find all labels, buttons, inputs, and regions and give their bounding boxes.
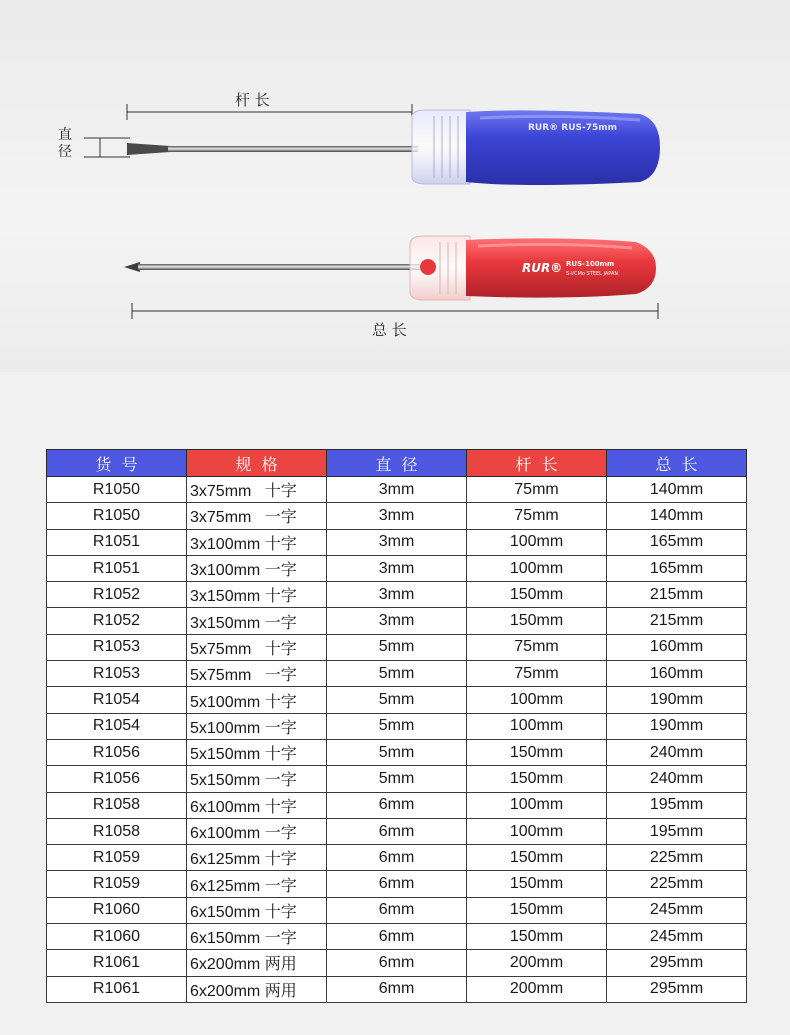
cell-code: R1054 bbox=[47, 687, 187, 713]
cell-spec: 3x75mm 十字 bbox=[187, 477, 327, 503]
cell-code: R1053 bbox=[47, 661, 187, 687]
cell-rod-length: 150mm bbox=[467, 871, 607, 897]
red-handle-model: RUS-100mm bbox=[566, 260, 615, 268]
slotted-screwdriver bbox=[127, 110, 660, 185]
cell-diameter: 5mm bbox=[327, 634, 467, 660]
cell-diameter: 5mm bbox=[327, 661, 467, 687]
cell-total-length: 225mm bbox=[607, 871, 747, 897]
cell-spec: 5x100mm 十字 bbox=[187, 687, 327, 713]
cell-total-length: 190mm bbox=[607, 687, 747, 713]
cell-rod-length: 75mm bbox=[467, 477, 607, 503]
cell-diameter: 6mm bbox=[327, 950, 467, 976]
red-handle-brand: RUR® bbox=[522, 261, 563, 275]
cell-diameter: 3mm bbox=[327, 555, 467, 581]
cell-diameter: 6mm bbox=[327, 897, 467, 923]
cell-rod-length: 75mm bbox=[467, 634, 607, 660]
diameter-label: 直径 bbox=[58, 127, 72, 160]
cell-spec: 6x125mm 一字 bbox=[187, 871, 327, 897]
table-row bbox=[47, 897, 747, 923]
cell-diameter: 6mm bbox=[327, 792, 467, 818]
spec-table bbox=[46, 449, 747, 1003]
table-row bbox=[47, 792, 747, 818]
cell-total-length: 240mm bbox=[607, 739, 747, 765]
table-row bbox=[47, 555, 747, 581]
cell-spec: 5x150mm 一字 bbox=[187, 766, 327, 792]
header-diameter: 直 径 bbox=[327, 450, 467, 477]
table-row bbox=[47, 950, 747, 976]
cell-code: R1054 bbox=[47, 713, 187, 739]
cell-code: R1058 bbox=[47, 792, 187, 818]
cell-total-length: 245mm bbox=[607, 924, 747, 950]
cell-total-length: 160mm bbox=[607, 634, 747, 660]
table-row bbox=[47, 818, 747, 844]
cell-total-length: 165mm bbox=[607, 529, 747, 555]
cell-code: R1061 bbox=[47, 976, 187, 1002]
cell-rod-length: 100mm bbox=[467, 529, 607, 555]
cell-spec: 3x75mm 一字 bbox=[187, 503, 327, 529]
cell-diameter: 6mm bbox=[327, 871, 467, 897]
header-spec: 规 格 bbox=[187, 450, 327, 477]
header-rod-length: 杆 长 bbox=[467, 450, 607, 477]
table-row bbox=[47, 582, 747, 608]
cell-total-length: 140mm bbox=[607, 503, 747, 529]
cell-spec: 6x200mm 两用 bbox=[187, 950, 327, 976]
cell-spec: 5x150mm 十字 bbox=[187, 739, 327, 765]
cell-rod-length: 150mm bbox=[467, 582, 607, 608]
cell-total-length: 140mm bbox=[607, 477, 747, 503]
header-total-length: 总 长 bbox=[607, 450, 747, 477]
cell-total-length: 215mm bbox=[607, 608, 747, 634]
cell-total-length: 195mm bbox=[607, 792, 747, 818]
cell-rod-length: 100mm bbox=[467, 818, 607, 844]
cell-code: R1051 bbox=[47, 529, 187, 555]
cell-total-length: 160mm bbox=[607, 661, 747, 687]
cell-spec: 5x75mm 一字 bbox=[187, 661, 327, 687]
cell-code: R1060 bbox=[47, 897, 187, 923]
cell-diameter: 6mm bbox=[327, 818, 467, 844]
cell-total-length: 225mm bbox=[607, 845, 747, 871]
cell-code: R1053 bbox=[47, 634, 187, 660]
screwdrivers-illustration bbox=[0, 0, 790, 372]
cell-code: R1058 bbox=[47, 818, 187, 844]
table-row bbox=[47, 739, 747, 765]
rod-length-label: 杆 长 bbox=[235, 91, 270, 109]
cell-diameter: 5mm bbox=[327, 739, 467, 765]
cell-rod-length: 200mm bbox=[467, 950, 607, 976]
cell-spec: 5x75mm 十字 bbox=[187, 634, 327, 660]
red-handle-sub: S-VCMo STEEL JAPAN bbox=[566, 271, 619, 277]
cell-code: R1059 bbox=[47, 845, 187, 871]
cell-diameter: 3mm bbox=[327, 529, 467, 555]
cell-code: R1052 bbox=[47, 582, 187, 608]
total-length-label: 总 长 bbox=[372, 321, 407, 339]
cell-code: R1061 bbox=[47, 950, 187, 976]
table-row bbox=[47, 661, 747, 687]
cell-spec: 3x100mm 一字 bbox=[187, 555, 327, 581]
cell-spec: 3x150mm 一字 bbox=[187, 608, 327, 634]
cell-diameter: 3mm bbox=[327, 582, 467, 608]
cell-diameter: 3mm bbox=[327, 503, 467, 529]
table-row bbox=[47, 503, 747, 529]
table-row bbox=[47, 529, 747, 555]
table-row bbox=[47, 477, 747, 503]
cell-total-length: 295mm bbox=[607, 976, 747, 1002]
cell-rod-length: 100mm bbox=[467, 555, 607, 581]
cell-diameter: 6mm bbox=[327, 845, 467, 871]
cell-spec: 3x100mm 十字 bbox=[187, 529, 327, 555]
cell-spec: 6x150mm 一字 bbox=[187, 924, 327, 950]
table-row bbox=[47, 634, 747, 660]
cell-diameter: 3mm bbox=[327, 477, 467, 503]
cell-spec: 6x125mm 十字 bbox=[187, 845, 327, 871]
cell-diameter: 5mm bbox=[327, 687, 467, 713]
cell-spec: 6x200mm 两用 bbox=[187, 976, 327, 1002]
cell-total-length: 165mm bbox=[607, 555, 747, 581]
cell-total-length: 240mm bbox=[607, 766, 747, 792]
cell-total-length: 295mm bbox=[607, 950, 747, 976]
table-row bbox=[47, 924, 747, 950]
cell-rod-length: 200mm bbox=[467, 976, 607, 1002]
cell-code: R1051 bbox=[47, 555, 187, 581]
phillips-screwdriver bbox=[124, 236, 656, 300]
cell-rod-length: 150mm bbox=[467, 766, 607, 792]
table-row bbox=[47, 766, 747, 792]
table-row bbox=[47, 687, 747, 713]
table-header-row bbox=[47, 450, 747, 477]
cell-diameter: 3mm bbox=[327, 608, 467, 634]
cell-spec: 3x150mm 十字 bbox=[187, 582, 327, 608]
cell-rod-length: 150mm bbox=[467, 739, 607, 765]
cell-total-length: 215mm bbox=[607, 582, 747, 608]
table-row bbox=[47, 845, 747, 871]
cell-total-length: 190mm bbox=[607, 713, 747, 739]
cell-rod-length: 75mm bbox=[467, 503, 607, 529]
cell-diameter: 6mm bbox=[327, 976, 467, 1002]
cell-rod-length: 100mm bbox=[467, 687, 607, 713]
cell-spec: 6x150mm 十字 bbox=[187, 897, 327, 923]
cell-diameter: 6mm bbox=[327, 924, 467, 950]
cell-rod-length: 150mm bbox=[467, 608, 607, 634]
cell-rod-length: 150mm bbox=[467, 924, 607, 950]
cell-rod-length: 150mm bbox=[467, 897, 607, 923]
cell-diameter: 5mm bbox=[327, 713, 467, 739]
cell-total-length: 245mm bbox=[607, 897, 747, 923]
cell-code: R1056 bbox=[47, 766, 187, 792]
table-row bbox=[47, 871, 747, 897]
product-photo bbox=[0, 0, 790, 372]
cell-total-length: 195mm bbox=[607, 818, 747, 844]
cell-rod-length: 150mm bbox=[467, 845, 607, 871]
cell-code: R1050 bbox=[47, 503, 187, 529]
table-row bbox=[47, 713, 747, 739]
header-code: 货 号 bbox=[47, 450, 187, 477]
cell-rod-length: 100mm bbox=[467, 792, 607, 818]
total-length-dimension bbox=[132, 303, 658, 319]
cell-code: R1052 bbox=[47, 608, 187, 634]
table-row bbox=[47, 608, 747, 634]
blue-handle-text: RUR® RUS-75mm bbox=[528, 123, 618, 133]
cell-spec: 6x100mm 十字 bbox=[187, 792, 327, 818]
cell-spec: 5x100mm 一字 bbox=[187, 713, 327, 739]
cell-rod-length: 75mm bbox=[467, 661, 607, 687]
cell-diameter: 5mm bbox=[327, 766, 467, 792]
cell-code: R1060 bbox=[47, 924, 187, 950]
cell-code: R1056 bbox=[47, 739, 187, 765]
diameter-dimension bbox=[84, 138, 130, 157]
cell-code: R1050 bbox=[47, 477, 187, 503]
cell-code: R1059 bbox=[47, 871, 187, 897]
table-row bbox=[47, 976, 747, 1002]
cell-spec: 6x100mm 一字 bbox=[187, 818, 327, 844]
cell-rod-length: 100mm bbox=[467, 713, 607, 739]
